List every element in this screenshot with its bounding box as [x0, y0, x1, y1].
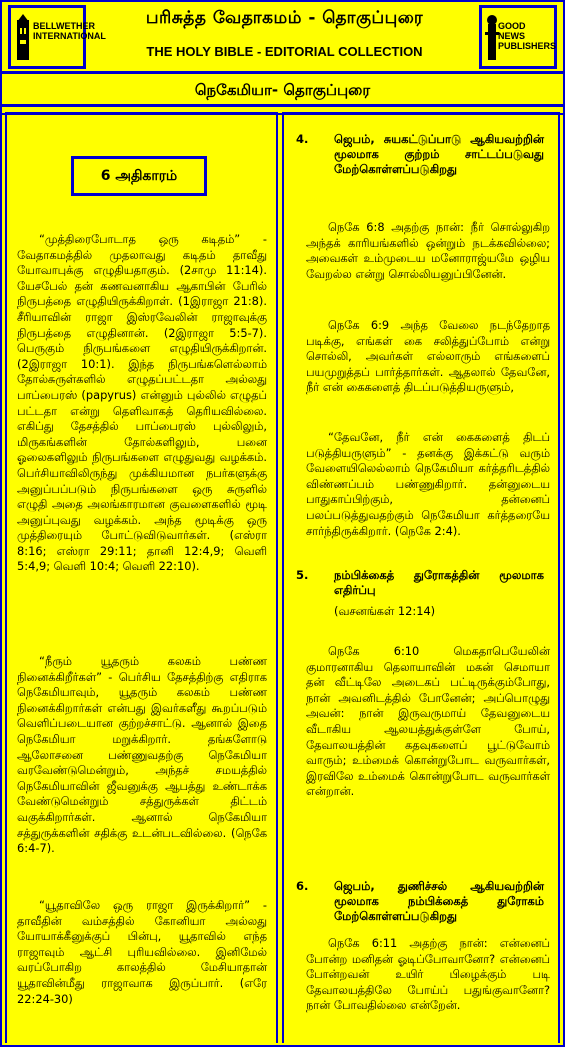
- title-tamil: பரிசுத்த வேதாகமம் - தொகுப்புரை: [145, 8, 424, 28]
- bellwether-logo: [8, 5, 106, 69]
- left-logo-text: BELLWETHER INTERNATIONAL: [33, 21, 106, 41]
- left-paragraph-2: “நீரும் யூதரும் கலகம் பண்ண நினைக்கிறீர்கள்” - பெர்சிய தேசத்திற்கு எதிராக நெகேமியாவும், யூதரும் கலகம் பண்ண நினைக்கிறார்கள் என்பது இவர்களீது கூறப்படும் வெளிப்படையான குற்றச்சாட்டு. ஆனால் இதை நெகேமியா மறுக்கிறார். தங்களோடு ஆலோசனை பண்ணுவதற்கு நெகேமியா வரவேண்டுமென்றும், அந்தச் சமயத்தில் நெகேமியாவின் ஜீவனுக்கு ஆபத்து உண்டாக்க வேண்டுமென்றும் சத்துருக்கள் திட்டம் வகுக்கிறார்கள். ஆனால் நெகேமியா சத்துருக்களின் சதிக்கு உடன்படவில்லை. (நெகே 6:4-7).: [17, 654, 267, 856]
- section-6-title: ஜெபம், துணிச்சல் ஆகியவற்றின் மூலமாக நம்பிக்கைத் துரோகம் மேற்கொள்ளப்படுகிறது: [334, 879, 544, 923]
- left-paragraph-1: “முத்திரைபோடாத ஒரு கடிதம்” - வேதாகமத்தில் முதலாவது கடிதம் தாவீது யோவாபுக்கு எழுதியதாகும். (2சாமு 11:14). யேசபேல் தன் கணவனாகிய ஆகாபின் பேரில் நிருபத்தை எழுதியிருக்கிறாள். (1இராஜா 21:8). சீரியாவின் ராஜா இஸ்ரவேலின் ராஜாவுக்கு நிருபத்தை எழுதினான். (2இராஜா 5:5-7). பெருகும் நிருபங்களை எழுதியிருக்கிறான். (2இராஜா 10:1). இந்த நிருபங்களெல்லாம் தோல்சுருள்களில் எழுதப்பட்டதா அல்லது பாப்பைரஸ் (papyrus) என்னும் புல்லில் எழுதப் பட்டதா என்று தெளிவாகத் தெரியவில்லை. எகிப்து தேசத்தில் பாப்பைரஸ் புல்லிலும், மிருகங்களின் தோல்களிலும், பனை ஓலைகளிலும் நிருபங்களை எழுதுவது வழக்கம். பெர்சியாவிலிருந்து முக்கியமான நபர்களுக்கு அனுப்பப்படும் நிருபங்களை ஒரு சுருளில் எழுதி அதை அலங்காரமான குவளைகளில் மூடி அனுப்புவது வழக்கம். அந்த மூடிக்கு ஒரு முத்திரையும் போட்டுவிடுவார்கள். (எஸ்ரா 8:16; எஸ்ரா 29:11; தானி 12:4,9; வெளி 5:4,9; வெளி 10:4; வெளி 22:10).: [17, 232, 267, 574]
- right-logo-text: GOOD NEWS PUBLISHERS: [498, 21, 557, 51]
- tower-icon: [15, 14, 31, 62]
- section-6-number: 6.: [296, 879, 309, 893]
- book-subtitle: நெகேமியா- தொகுப்புரை: [2, 77, 563, 107]
- section-4-number: 4.: [296, 132, 309, 146]
- section-5-number: 5.: [296, 568, 309, 582]
- right-column: [282, 112, 560, 1043]
- section-5-verses: (வசனங்கள் 12:14): [334, 604, 436, 618]
- good-news-logo: [479, 5, 557, 69]
- chapter-label: 6 அதிகாரம்: [71, 156, 207, 196]
- section-5-paragraph-1: நெகே 6:10 மெகதாபெயேலின் குமாரனாகிய தெலாயாவின் மகன் செமாயா தன் வீட்டிலே அடைகப் பட்டிருக்கும்போது, நான் அவனிடத்தில் போனேன்; அப்பொழுது அவன்: நான் இருவருமாய் தேவனுடைய வீடாகிய ஆலயத்துக்குள்ளே போய், தேவாலயத்தின் கதவுகளைப் பூட்டுவோம் வாரும்; உம்மைக் கொன்றுபோட வருவார்கள், இரவிலே உம்மைக் கொன்றுபோட வருவார்கள் என்றான்.: [306, 644, 550, 799]
- section-4-paragraph-3: “தேவனே, நீர் என் கைகளைத் திடப் படுத்தியருளும்” - தனக்கு இக்கட்டு வரும் வேளையிலெல்லாம் நெகேமியா கர்த்தரிடத்தில் விண்ணப்பம் பண்ணுகிறார். தன்னுடைய பாதுகாப்பிற்கும், தன்னைப் பலப்படுத்துவதற்கும் நெகேமியா கர்த்தரையே சார்ந்திருக்கிறார். (நெகே 2:4).: [306, 430, 550, 538]
- herald-icon: [485, 14, 499, 62]
- section-4-title: ஜெபம், சுயகட்டுப்பாடு ஆகியவற்றின் மூலமாக குற்றம் சாட்டப்படுவது மேற்கொள்ளப்படுகிறது: [334, 132, 544, 176]
- section-4-paragraph-2: நெகே 6:9 அந்த வேலை நடந்தேறாத படிக்கு, எங்கள் கை சலித்துப்போம் என்று சொல்லி, அவர்கள் எல்லாரும் எங்களைப் பயமுறுத்தப் பார்த்தார்கள். ஆதலால் தேவனே, நீர் என் கைகளைத் திடப்படுத்தியருளும்,: [306, 318, 550, 395]
- header: [2, 2, 563, 74]
- left-paragraph-3: “யூதாவிலே ஒரு ராஜா இருக்கிறார்” - தாவீதின் வம்சத்தில் கோனியா அல்லது யோயாக்கீனுக்குப் பின்பு, யூதாவில் எந்த ராஜாவும் ஆட்சி புரியவில்லை. இனிமேல் வரப்போகிற காலத்தில் மேசியாதான் யூதாவின்மீது ராஜாவாக இருப்பார். (எரே 22:24-30): [17, 898, 267, 1006]
- title-english: THE HOLY BIBLE - EDITORIAL COLLECTION: [146, 44, 423, 59]
- section-4-paragraph-1: நெகே 6:8 அதற்கு நான்: நீர் சொல்லுகிற அந்தக் காரியங்களில் ஒன்றும் நடக்கவில்லை; அவைகள் உம்முடைய மனோராஜ்யமே ஒழிய வேறல்ல என்று சொல்லியனுப்பினேன்.: [306, 220, 550, 281]
- section-6-paragraph-1: நெகே 6:11 அதற்கு நான்: என்னைப் போன்ற மனிதன் ஓடிப்போவானோ? என்னைப் போன்றவன் உயிர் பிழைக்கும் படி தேவாலயத்திலே போய்ப் பதுங்குவானோ? நான் போவதில்லை என்றேன்.: [306, 936, 550, 1013]
- section-5-title: நம்பிக்கைத் துரோகத்தின் மூலமாக எதிர்ப்பு: [334, 568, 544, 597]
- left-column: [5, 112, 278, 1043]
